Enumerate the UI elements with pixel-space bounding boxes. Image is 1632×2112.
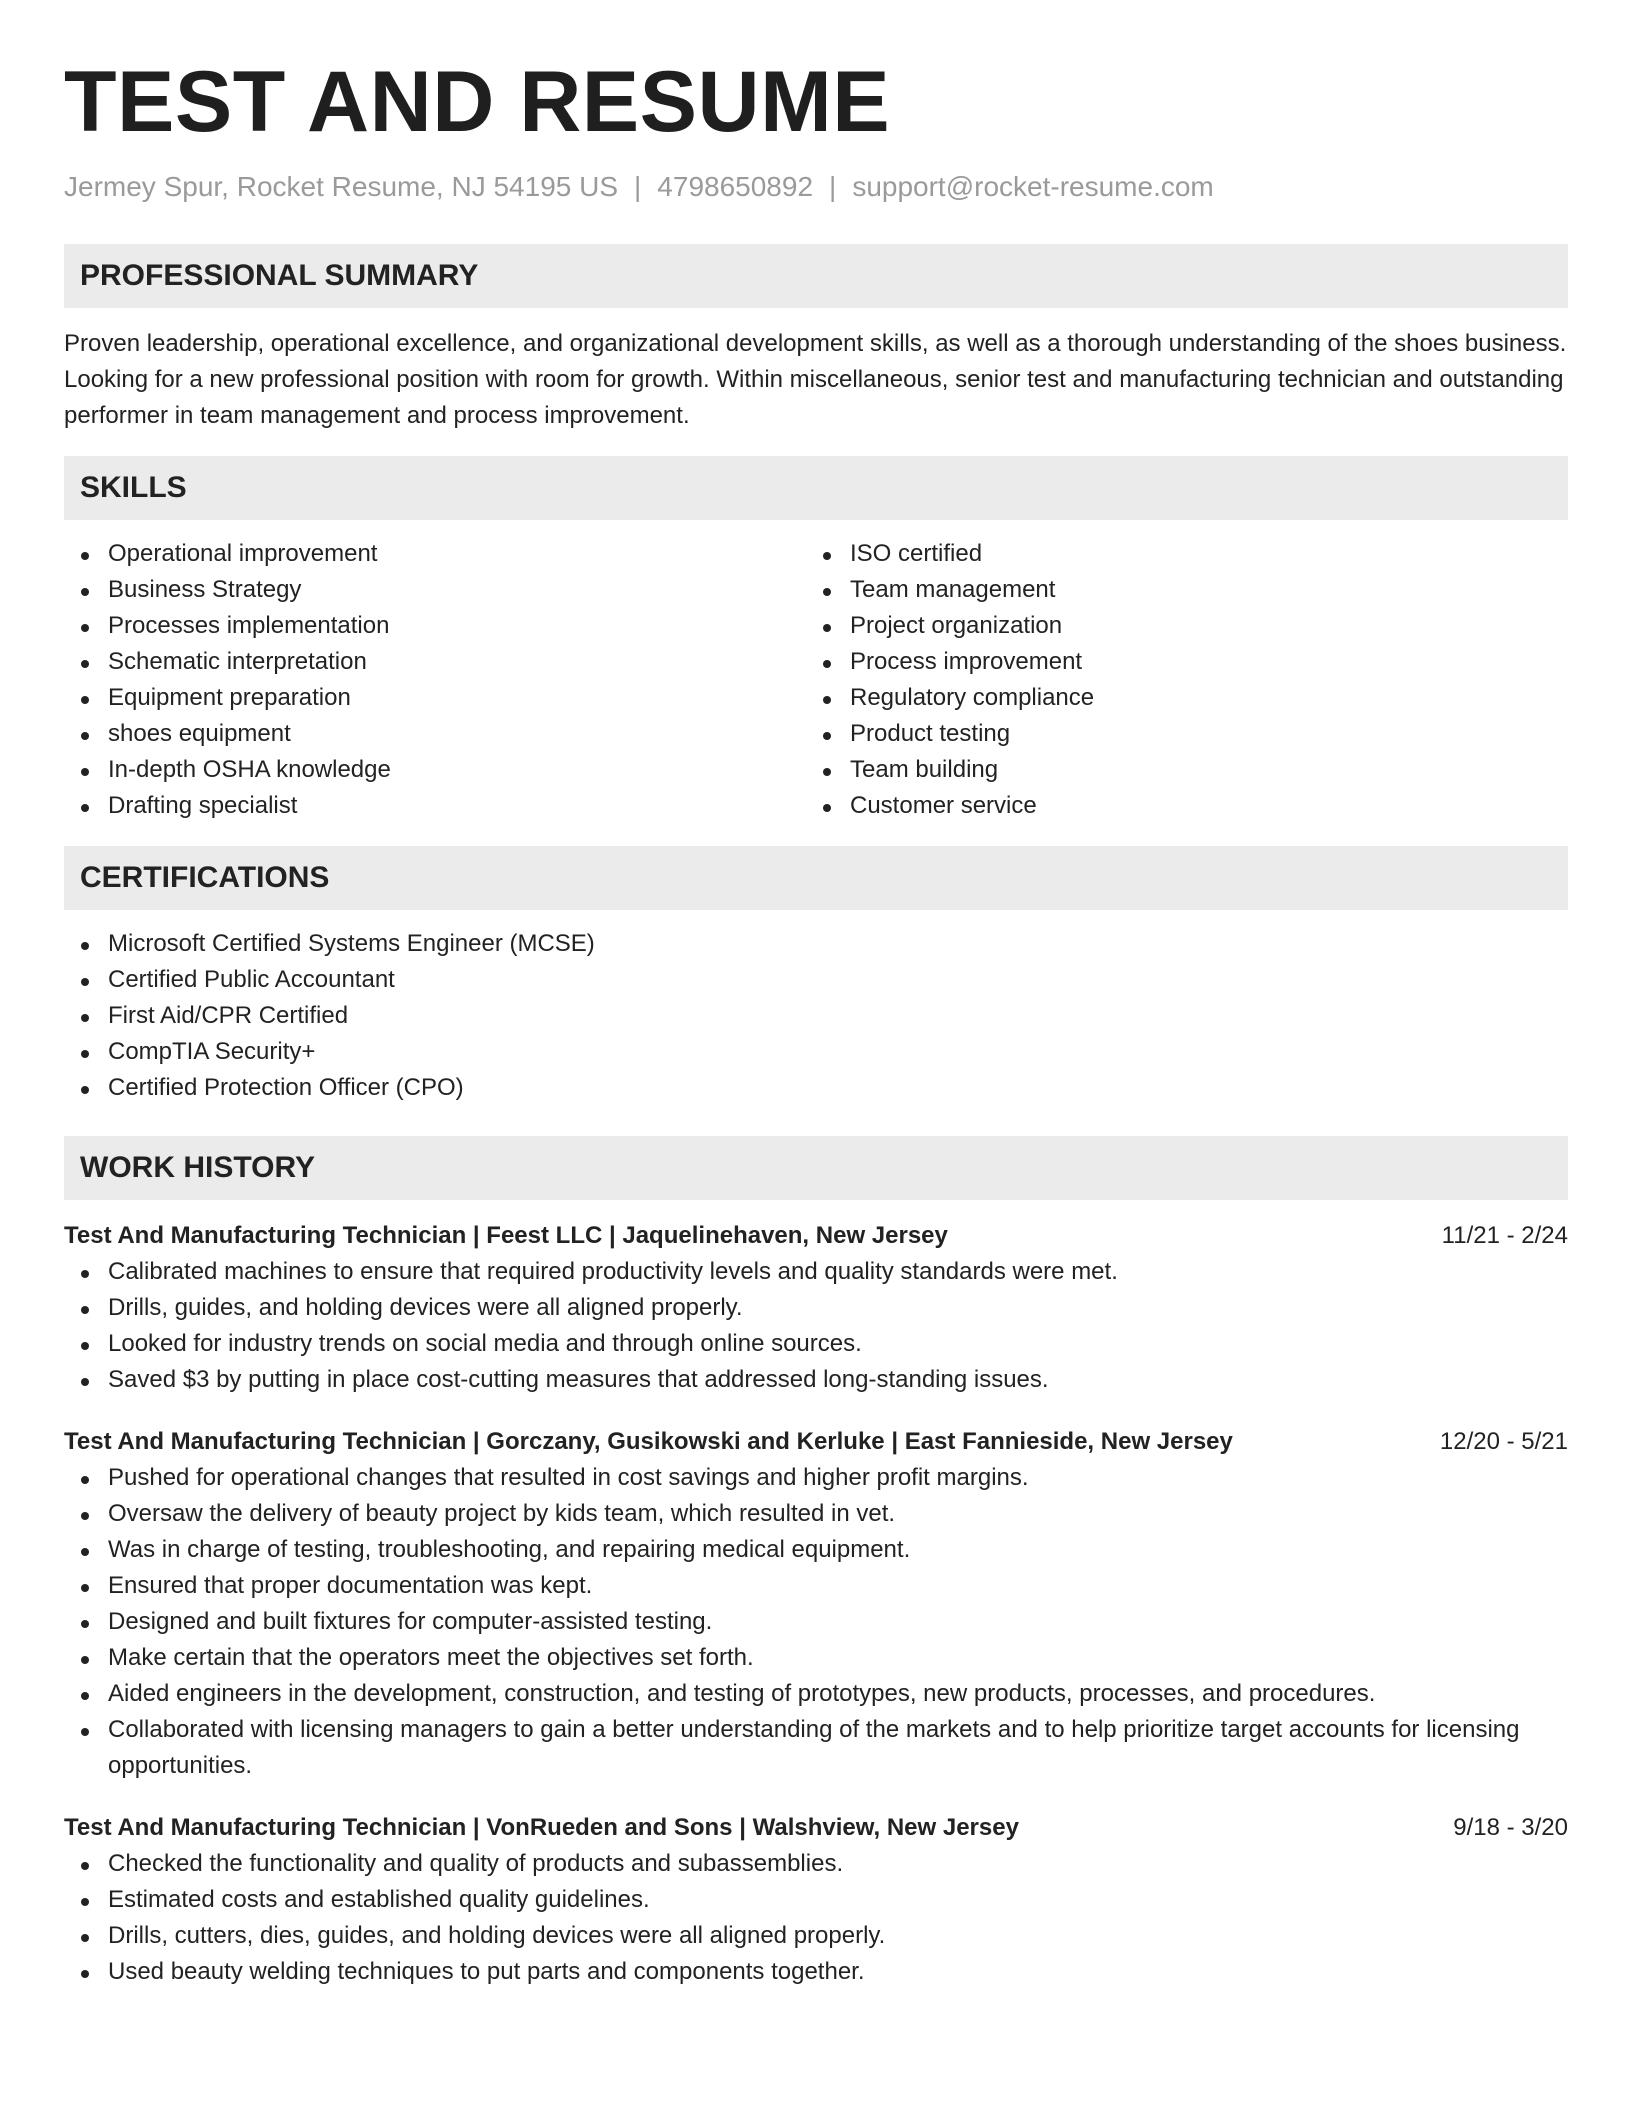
certification-item: CompTIA Security+ — [64, 1034, 1568, 1070]
contact-line — [64, 170, 1568, 204]
skill-item: Schematic interpretation — [64, 644, 806, 680]
job-bullet: Used beauty welding techniques to put parts and components together. — [64, 1954, 1568, 1990]
skill-item: Process improvement — [806, 644, 1548, 680]
certifications-list — [64, 926, 1568, 1106]
skills-heading: SKILLS — [64, 456, 1568, 520]
job-dates: 11/21 - 2/24 — [1441, 1222, 1568, 1249]
contact-separator: | — [634, 171, 642, 202]
job-header — [64, 1218, 1568, 1254]
contact-email: support@rocket-resume.com — [852, 171, 1214, 202]
certification-item: Certified Public Accountant — [64, 962, 1568, 998]
skill-item: In-depth OSHA knowledge — [64, 752, 806, 788]
skill-item: Regulatory compliance — [806, 680, 1548, 716]
skill-item: Business Strategy — [64, 572, 806, 608]
skill-item: Product testing — [806, 716, 1548, 752]
summary-heading: PROFESSIONAL SUMMARY — [64, 244, 1568, 308]
contact-address: Jermey Spur, Rocket Resume, NJ 54195 US — [64, 171, 619, 202]
job-bullet: Make certain that the operators meet the objectives set forth. — [64, 1640, 1568, 1676]
skills-left-column — [64, 536, 806, 824]
certification-item: First Aid/CPR Certified — [64, 998, 1568, 1034]
job-bullet: Estimated costs and established quality guidelines. — [64, 1882, 1568, 1918]
job-dates: 12/20 - 5/21 — [1439, 1428, 1568, 1455]
job-bullet: Calibrated machines to ensure that required productivity levels and quality standards were met. — [64, 1254, 1568, 1290]
job-title: Test And Manufacturing Technician | Gorczany, Gusikowski and Kerluke | East Fannieside, New Jersey — [64, 1428, 1233, 1455]
certification-item: Microsoft Certified Systems Engineer (MCSE) — [64, 926, 1568, 962]
skill-item: ISO certified — [806, 536, 1548, 572]
job-bullet: Checked the functionality and quality of products and subassemblies. — [64, 1846, 1568, 1882]
contact-phone: 4798650892 — [657, 171, 814, 202]
job-bullet: Saved $3 by putting in place cost-cutting measures that addressed long-standing issues. — [64, 1362, 1568, 1398]
work-history-heading: WORK HISTORY — [64, 1136, 1568, 1200]
job-bullet: Aided engineers in the development, construction, and testing of prototypes, new products, processes, and procedures. — [64, 1676, 1568, 1712]
job-title: Test And Manufacturing Technician | Feest LLC | Jaquelinehaven, New Jersey — [64, 1222, 948, 1249]
job-bullets — [64, 1460, 1568, 1784]
job-bullets — [64, 1846, 1568, 1990]
job-bullet: Designed and built fixtures for computer-assisted testing. — [64, 1604, 1568, 1640]
job-bullet: Ensured that proper documentation was kept. — [64, 1568, 1568, 1604]
job-bullet: Was in charge of testing, troubleshooting, and repairing medical equipment. — [64, 1532, 1568, 1568]
skill-item: Project organization — [806, 608, 1548, 644]
job-bullet: Pushed for operational changes that resulted in cost savings and higher profit margins. — [64, 1460, 1568, 1496]
job-bullet: Oversaw the delivery of beauty project by kids team, which resulted in vet. — [64, 1496, 1568, 1532]
skill-item: Customer service — [806, 788, 1548, 824]
skill-item: Team management — [806, 572, 1548, 608]
job-title: Test And Manufacturing Technician | VonRueden and Sons | Walshview, New Jersey — [64, 1814, 1019, 1841]
job-entry — [64, 1810, 1568, 1990]
job-bullet: Looked for industry trends on social media and through online sources. — [64, 1326, 1568, 1362]
skill-item: Processes implementation — [64, 608, 806, 644]
skill-item: Equipment preparation — [64, 680, 806, 716]
job-header — [64, 1810, 1568, 1846]
certification-item: Certified Protection Officer (CPO) — [64, 1070, 1568, 1106]
skills-grid — [64, 536, 1568, 824]
job-bullet: Collaborated with licensing managers to gain a better understanding of the markets and to help prioritize target accounts for licensing opportunities. — [64, 1712, 1568, 1784]
skill-item: shoes equipment — [64, 716, 806, 752]
skills-left-list — [64, 536, 806, 824]
job-entry — [64, 1218, 1568, 1398]
candidate-name: TEST AND RESUME — [64, 54, 891, 150]
skill-item: Drafting specialist — [64, 788, 806, 824]
job-bullets — [64, 1254, 1568, 1398]
job-bullet: Drills, cutters, dies, guides, and holding devices were all aligned properly. — [64, 1918, 1568, 1954]
contact-separator: | — [829, 171, 837, 202]
skill-item: Team building — [806, 752, 1548, 788]
job-bullet: Drills, guides, and holding devices were all aligned properly. — [64, 1290, 1568, 1326]
job-dates: 9/18 - 3/20 — [1453, 1814, 1568, 1841]
skill-item: Operational improvement — [64, 536, 806, 572]
summary-text: Proven leadership, operational excellence, and organizational development skills, as well as a thorough understanding of the shoes business. Looking for a new professional position with room for growth. Within miscellaneous, senior test and manufacturing technician and outstanding performer in team management and process improvement. — [64, 330, 1567, 429]
job-entry — [64, 1424, 1568, 1784]
skills-right-column — [806, 536, 1548, 824]
skills-right-list — [806, 536, 1548, 824]
job-header — [64, 1424, 1568, 1460]
certifications-heading: CERTIFICATIONS — [64, 846, 1568, 910]
